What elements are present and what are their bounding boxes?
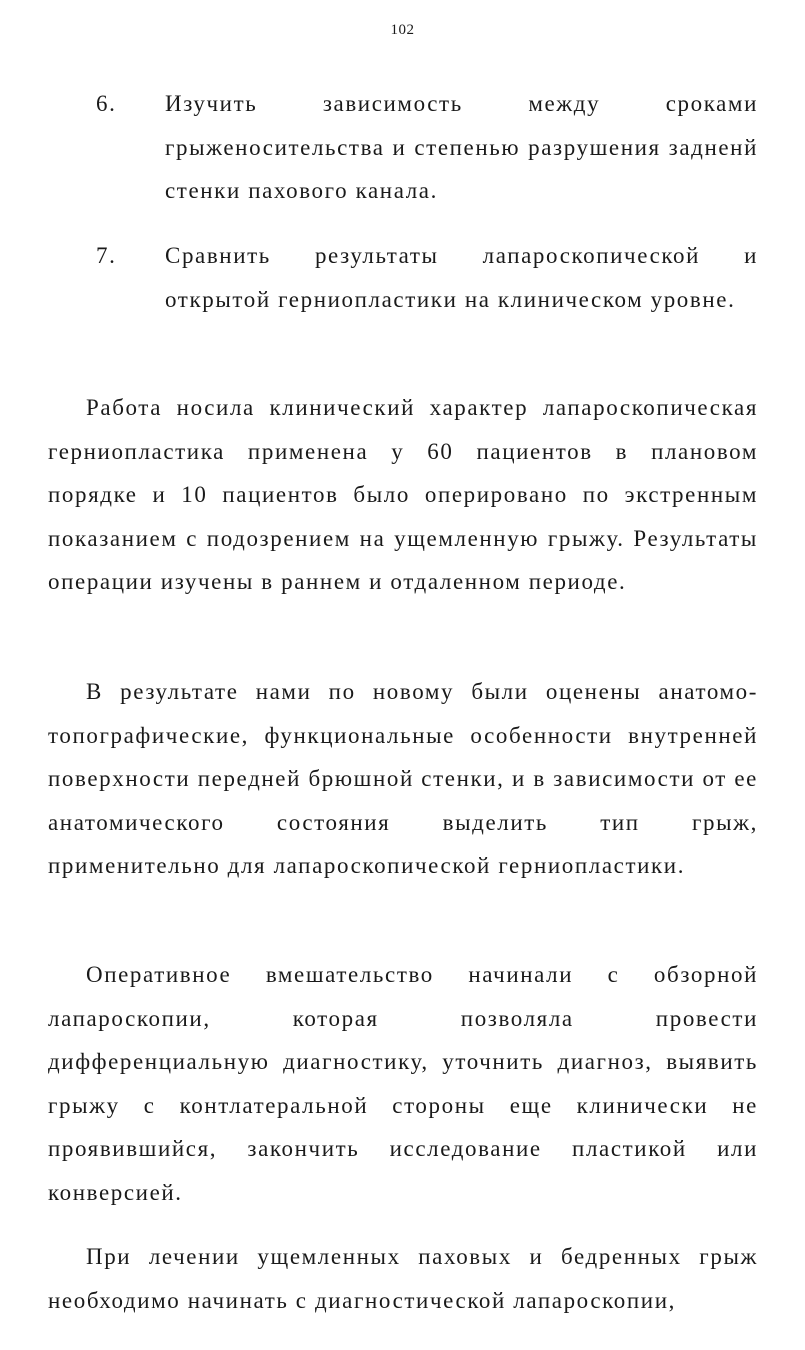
paragraph: Оперативное вмешательство начинали с обзорной лапароскопии, которая позволяла провести дифференциальную диагностику, уточнить диагноз, выявить грыжу с контлатеральной стороны еще клинически не проявившийся, закончить исследование пластикой или конверсией.: [48, 962, 758, 1205]
page-number: 102: [390, 22, 415, 38]
paragraph: При лечении ущемленных паховых и бедренных грыж необходимо начинать с диагностической лапароскопии,: [48, 1244, 758, 1313]
list-item: [48, 234, 758, 321]
paragraph: В результате нами по новому были оценены анатомо-топографические, функциональные особенности внутренней поверхности передней брюшной стенки, и в зависимости от ее анатомического состояния выделить тип грыж, применительно для лапароскопической герниопластики.: [48, 679, 758, 878]
paragraph: Работа носила клинический характер лапароскопическая герниопластика применена у 60 пациентов в плановом порядке и 10 пациентов было оперировано по экстренным показанием с подозрением на ущемленную грыжу. Результаты операции изучены в раннем и отдаленном периоде.: [48, 395, 758, 594]
list-item: [48, 82, 758, 213]
list-item-number: 6.: [96, 91, 117, 116]
list-item-text: Изучить зависимость между сроками грыженосительства и степенью разрушения задненй стенки пахового канала.: [165, 91, 758, 203]
list-item-text: Сравнить результаты лапароскопической и открытой герниопластики на клиническом уровне.: [165, 243, 758, 312]
list-item-number: 7.: [96, 243, 117, 268]
